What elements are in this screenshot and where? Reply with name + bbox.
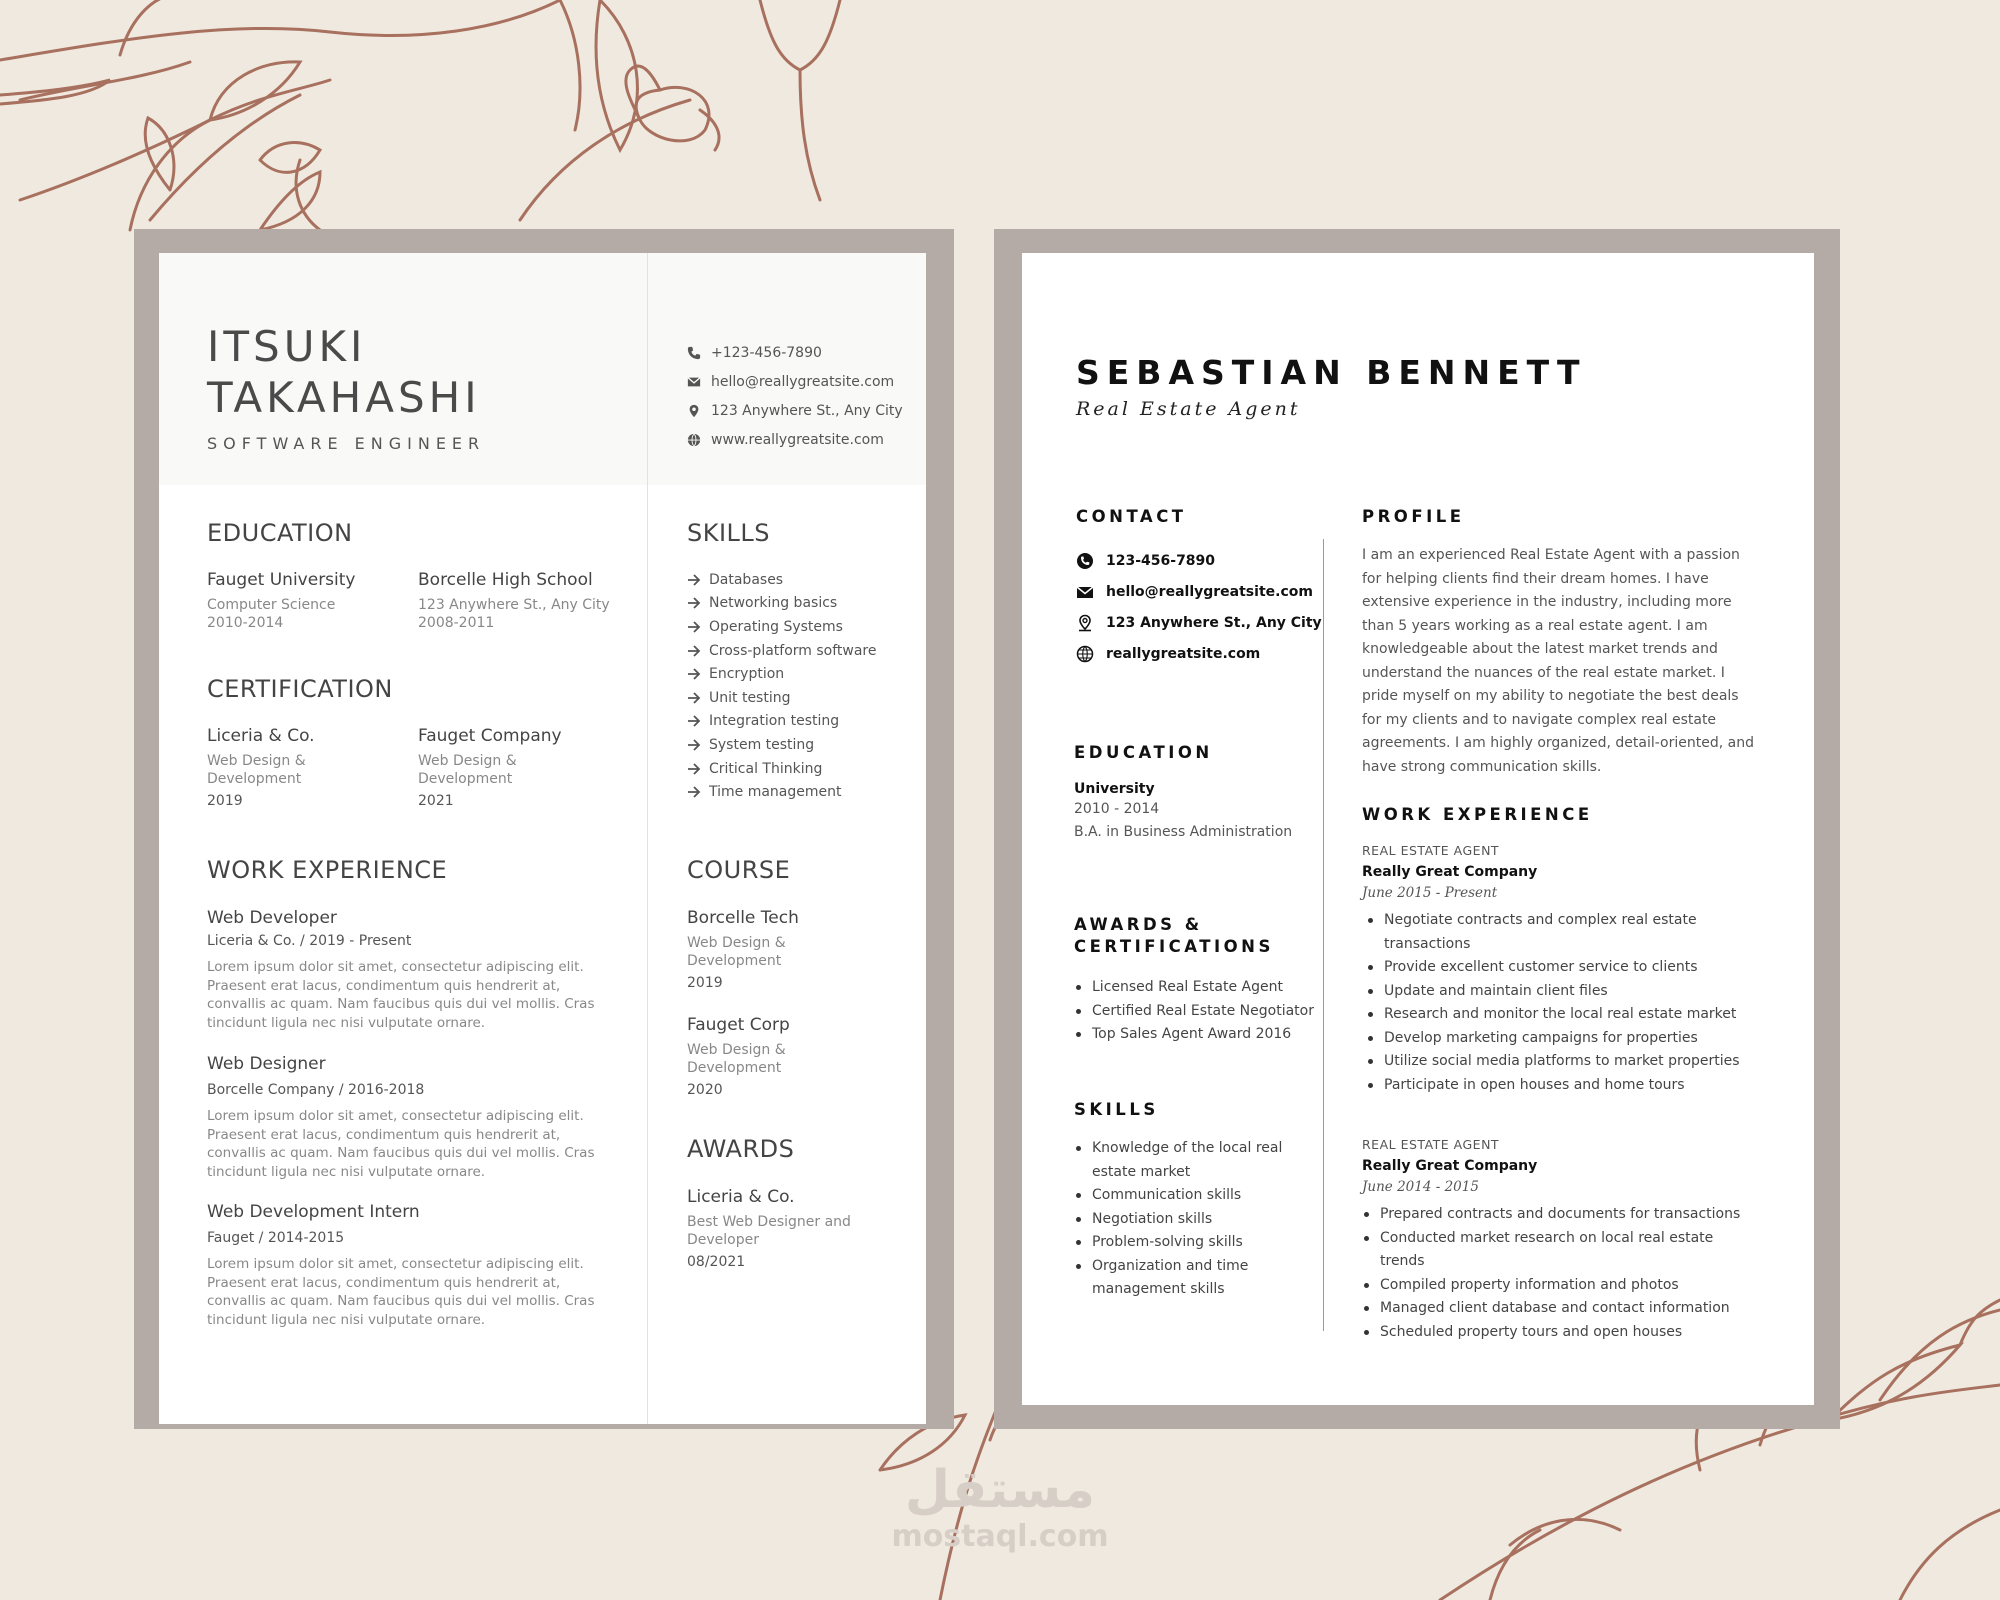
left-skills-list — [687, 568, 877, 804]
course-item — [687, 1015, 887, 1098]
list-item: Update and maintain client files — [1366, 980, 1746, 1004]
arrow-right-icon — [687, 597, 701, 609]
skill-item — [687, 592, 877, 616]
left-contact-list — [687, 343, 903, 450]
right-contact-list — [1076, 551, 1322, 664]
work-description: Lorem ipsum dolor sit amet, consectetur adipiscing elit. Praesent erat lacus, condimentum quis hendrerit at, convallis ac quam. Nam faucibus quis dui vel mollis. Cras tincidunt ligula nec nisi vulputate ornare. — [207, 1108, 595, 1180]
location-pin-icon — [687, 404, 701, 418]
education-detail: Computer Science — [207, 597, 336, 613]
right-awards-list — [1074, 976, 1324, 1047]
skill-item — [687, 662, 877, 686]
left-resume-frame — [134, 229, 954, 1429]
education-school: Borcelle High School — [418, 570, 593, 590]
list-item: Managed client database and contact information — [1362, 1297, 1762, 1321]
left-column-divider — [647, 253, 648, 1424]
course-item — [687, 908, 887, 991]
left-email-text: hello@reallygreatsite.com — [711, 374, 895, 390]
skill-item — [687, 710, 877, 734]
work-item — [207, 908, 617, 1032]
right-resume-page — [1022, 253, 1814, 1405]
certification-item — [207, 726, 407, 809]
skill-label: Operating Systems — [709, 618, 843, 635]
right-job — [1362, 843, 1782, 1097]
work-company: Fauget / 2014-2015 — [207, 1230, 345, 1246]
arrow-right-icon — [687, 645, 701, 657]
skill-label: Encryption — [709, 666, 785, 683]
course-name: Borcelle Tech — [687, 908, 799, 928]
right-name: SEBASTIAN BENNETT — [1076, 353, 1587, 392]
list-item: Knowledge of the local real estate market — [1074, 1137, 1289, 1184]
arrow-right-icon — [687, 763, 701, 775]
left-job-title: SOFTWARE ENGINEER — [207, 434, 486, 453]
right-contact-website — [1076, 644, 1322, 664]
right-address-text: 123 Anywhere St., Any City — [1106, 615, 1322, 631]
award-item — [687, 1187, 897, 1270]
work-description: Lorem ipsum dolor sit amet, consectetur adipiscing elit. Praesent erat lacus, condimentum quis hendrerit at, convallis ac quam. Nam faucibus quis dui vel mollis. Cras tincidunt ligula nec nisi vulputate ornare. — [207, 959, 595, 1031]
skill-item — [687, 733, 877, 757]
list-item: Research and monitor the local real estate market — [1366, 1003, 1746, 1027]
list-item: Conducted market research on local real estate trends — [1362, 1227, 1762, 1274]
work-role: Web Development Intern — [207, 1202, 420, 1222]
award-desc: Best Web Designer and — [687, 1214, 851, 1230]
education-detail: 123 Anywhere St., Any City — [418, 597, 610, 613]
right-awards-heading-line1: AWARDS & — [1074, 915, 1203, 934]
certification-desc: Web Design & — [418, 753, 517, 769]
skill-label: Networking basics — [709, 595, 838, 612]
list-item: Top Sales Agent Award 2016 — [1074, 1023, 1324, 1047]
certification-desc: Development — [418, 771, 513, 787]
skill-item — [687, 757, 877, 781]
course-desc: Web Design & — [687, 1042, 786, 1058]
job-company: Really Great Company — [1362, 864, 1538, 880]
right-contact-phone — [1076, 551, 1322, 571]
watermark — [870, 1460, 1130, 1554]
right-skills-heading: SKILLS — [1074, 1100, 1159, 1119]
work-role: Web Designer — [207, 1054, 326, 1074]
arrow-right-icon — [687, 668, 701, 680]
right-education-school: University — [1074, 781, 1155, 797]
certification-desc: Web Design & — [207, 753, 306, 769]
skill-label: Cross-platform software — [709, 642, 877, 659]
list-item: Communication skills — [1074, 1184, 1289, 1208]
globe-icon — [687, 433, 701, 447]
certification-desc: Development — [207, 771, 302, 787]
phone-icon — [687, 346, 701, 360]
right-awards-heading — [1074, 914, 1274, 958]
right-job — [1362, 1137, 1782, 1344]
certification-year: 2021 — [418, 793, 454, 809]
arrow-right-icon — [687, 621, 701, 633]
right-education-item — [1074, 781, 1292, 844]
education-years: 2008-2011 — [418, 615, 495, 631]
skill-label: Databases — [709, 571, 784, 588]
job-label: REAL ESTATE AGENT — [1362, 1137, 1500, 1152]
job-dates: June 2014 - 2015 — [1362, 1179, 1479, 1195]
list-item: Develop marketing campaigns for properties — [1366, 1027, 1746, 1051]
left-skills-heading: SKILLS — [687, 519, 771, 547]
email-icon — [687, 375, 701, 389]
location-pin-icon — [1076, 614, 1094, 632]
left-education-heading: EDUCATION — [207, 519, 353, 547]
right-education-heading: EDUCATION — [1074, 743, 1213, 762]
right-contact-heading: CONTACT — [1076, 507, 1187, 526]
education-years: 2010-2014 — [207, 615, 284, 631]
work-item — [207, 1202, 617, 1329]
watermark-latin: mostaql.com — [891, 1519, 1109, 1554]
right-contact-email — [1076, 582, 1322, 602]
work-description: Lorem ipsum dolor sit amet, consectetur adipiscing elit. Praesent erat lacus, condimentum quis hendrerit at, convallis ac quam. Nam faucibus quis dui vel mollis. Cras tincidunt ligula nec nisi vulputate ornare. — [207, 1256, 595, 1328]
list-item: Negotiate contracts and complex real estate transactions — [1366, 909, 1746, 956]
left-awards-heading: AWARDS — [687, 1135, 795, 1163]
right-profile-text: I am an experienced Real Estate Agent with a passion for helping clients find their dream homes. I have extensive experience in the industry, including more than 5 years working as a real estate agent. I am knowledgeable about the latest market trends and understand the nuances of the real estate market. I pride myself on my ability to negotiate the best deals for my clients and to navigate complex real estate agreements. I am highly organized, detail-oriented, and have strong communication skills. — [1362, 547, 1754, 775]
certification-year: 2019 — [207, 793, 243, 809]
left-name-last: TAKAHASHI — [207, 373, 481, 422]
work-role: Web Developer — [207, 908, 337, 928]
right-awards-heading-line2: CERTIFICATIONS — [1074, 937, 1274, 956]
left-address-text: 123 Anywhere St., Any City — [711, 403, 903, 419]
list-item: Provide excellent customer service to clients — [1366, 956, 1746, 980]
course-desc: Web Design & — [687, 935, 786, 951]
award-date: 08/2021 — [687, 1254, 746, 1270]
skill-label: Critical Thinking — [709, 760, 823, 777]
job-company: Really Great Company — [1362, 1158, 1538, 1174]
skill-item — [687, 686, 877, 710]
list-item: Prepared contracts and documents for transactions — [1362, 1203, 1762, 1227]
left-contact-email — [687, 372, 903, 392]
list-item: Problem-solving skills — [1074, 1231, 1289, 1255]
left-education-item — [418, 570, 638, 632]
course-desc: Development — [687, 953, 782, 969]
right-education-years: 2010 - 2014 — [1074, 801, 1160, 817]
award-name: Liceria & Co. — [687, 1187, 795, 1207]
job-label: REAL ESTATE AGENT — [1362, 843, 1500, 858]
course-name: Fauget Corp — [687, 1015, 790, 1035]
award-desc: Developer — [687, 1232, 760, 1248]
right-skills-list — [1074, 1137, 1289, 1302]
left-phone-text: +123-456-7890 — [711, 345, 822, 361]
education-school: Fauget University — [207, 570, 356, 590]
arrow-right-icon — [687, 715, 701, 727]
skill-item — [687, 780, 877, 804]
certification-org: Liceria & Co. — [207, 726, 315, 746]
arrow-right-icon — [687, 739, 701, 751]
right-contact-address — [1076, 613, 1322, 633]
work-company: Liceria & Co. / 2019 - Present — [207, 933, 412, 949]
right-phone-text: 123-456-7890 — [1106, 553, 1216, 569]
skill-label: Integration testing — [709, 713, 840, 730]
left-contact-website — [687, 430, 903, 450]
list-item: Certified Real Estate Negotiator — [1074, 1000, 1324, 1024]
skill-label: Unit testing — [709, 689, 791, 706]
course-year: 2020 — [687, 1082, 723, 1098]
list-item: Scheduled property tours and open houses — [1362, 1321, 1762, 1345]
globe-icon — [1076, 645, 1094, 663]
watermark-arabic: مستقل — [904, 1460, 1096, 1520]
certification-org: Fauget Company — [418, 726, 562, 746]
email-icon — [1076, 583, 1094, 601]
right-profile-heading: PROFILE — [1362, 507, 1465, 526]
course-year: 2019 — [687, 975, 723, 991]
left-contact-address — [687, 401, 903, 421]
left-work-heading: WORK EXPERIENCE — [207, 856, 448, 884]
right-column-divider — [1323, 539, 1324, 1331]
work-item — [207, 1054, 617, 1181]
right-work-heading: WORK EXPERIENCE — [1362, 805, 1593, 824]
job-duties — [1362, 1203, 1762, 1344]
certification-item — [418, 726, 618, 809]
skill-item — [687, 639, 877, 663]
job-dates: June 2015 - Present — [1362, 885, 1498, 901]
work-company: Borcelle Company / 2016-2018 — [207, 1082, 425, 1098]
right-email-text: hello@reallygreatsite.com — [1106, 584, 1313, 600]
list-item: Utilize social media platforms to market properties — [1366, 1050, 1746, 1074]
list-item: Participate in open houses and home tours — [1366, 1074, 1746, 1098]
course-desc: Development — [687, 1060, 782, 1076]
right-job-title: Real Estate Agent — [1076, 398, 1301, 420]
left-certification-heading: CERTIFICATION — [207, 675, 393, 703]
left-name-first: ITSUKI — [207, 322, 367, 371]
arrow-right-icon — [687, 574, 701, 586]
left-education-item — [207, 570, 407, 632]
skill-item — [687, 615, 877, 639]
job-duties — [1366, 909, 1746, 1097]
arrow-right-icon — [687, 786, 701, 798]
list-item: Compiled property information and photos — [1362, 1274, 1762, 1298]
phone-icon — [1076, 552, 1094, 570]
skill-label: System testing — [709, 736, 815, 753]
skill-label: Time management — [709, 784, 842, 801]
list-item: Negotiation skills — [1074, 1208, 1289, 1232]
left-resume-page — [159, 253, 926, 1424]
right-website-text: reallygreatsite.com — [1106, 646, 1261, 662]
left-website-text: www.reallygreatsite.com — [711, 432, 884, 448]
left-course-heading: COURSE — [687, 856, 791, 884]
right-resume-frame — [994, 229, 1840, 1429]
arrow-right-icon — [687, 692, 701, 704]
skill-item — [687, 568, 877, 592]
list-item: Organization and time management skills — [1074, 1255, 1289, 1302]
left-contact-phone — [687, 343, 903, 363]
right-education-degree: B.A. in Business Administration — [1074, 824, 1293, 840]
list-item: Licensed Real Estate Agent — [1074, 976, 1324, 1000]
